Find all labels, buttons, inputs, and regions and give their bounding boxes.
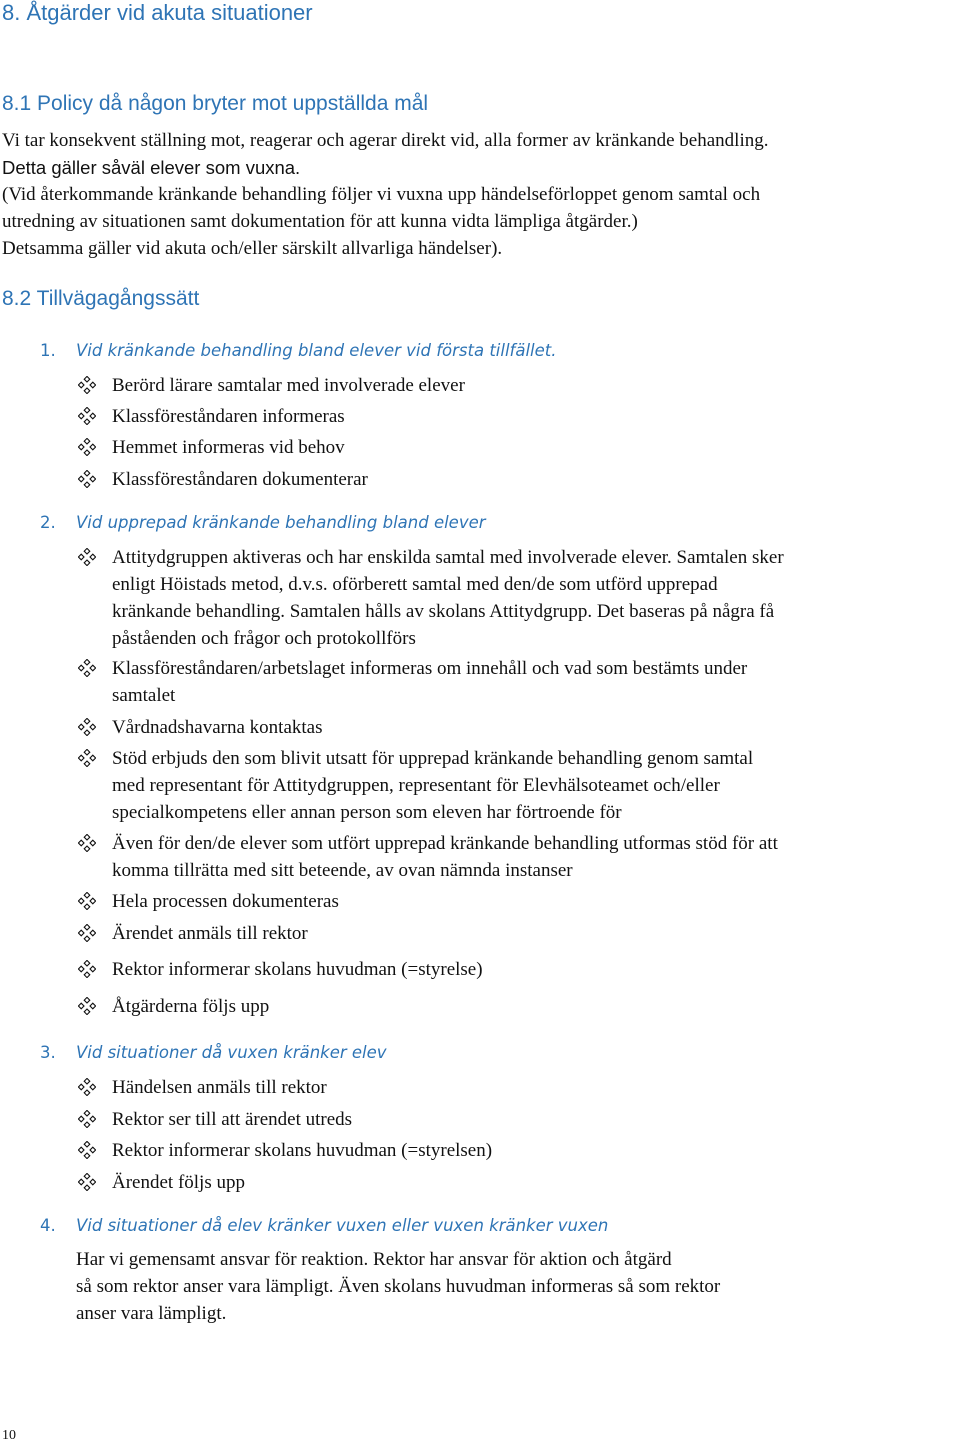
diamond-bullet-icon	[78, 659, 96, 677]
list-item-text	[112, 1169, 245, 1196]
list-item-line: kränkande behandling. Samtalen hålls av skolans Attitydgrupp. Det baseras på några få	[112, 601, 775, 622]
body-line: Detta gäller såväl elever som vuxna.	[2, 157, 301, 178]
step-number: 2.	[40, 513, 56, 532]
diamond-bullet-icon	[78, 834, 96, 852]
paragraph-line: Har vi gemensamt ansvar för reaktion. Rektor har ansvar för aktion och åtgärd	[76, 1249, 672, 1270]
diamond-bullet-icon	[78, 960, 96, 978]
list-item-text	[112, 1106, 352, 1133]
list-item-line: enligt Höistads metod, d.v.s. oförberett samtal med den/de som utförd upprepad	[112, 574, 718, 595]
list-item-line: Stöd erbjuds den som blivit utsatt för upprepad kränkande behandling genom samtal	[112, 748, 754, 769]
list-item-line: Berörd lärare samtalar med involverade elever	[112, 375, 465, 396]
diamond-bullet-icon	[78, 376, 96, 394]
step-number: 4.	[40, 1216, 56, 1235]
list-item-text	[112, 830, 778, 884]
list-item-text	[112, 403, 345, 430]
step-heading	[40, 1216, 608, 1235]
list-item-line: samtalet	[112, 685, 176, 706]
body-line: Vi tar konsekvent ställning mot, reagerar och agerar direkt vid, alla former av kränkande behandling.	[2, 130, 769, 151]
list-item-text	[112, 993, 269, 1020]
list-item-text	[112, 1137, 492, 1164]
diamond-bullet-icon	[78, 1078, 96, 1096]
page-number: 10	[2, 1428, 16, 1443]
list-item-line: Ärendet följs upp	[112, 1172, 245, 1193]
step-title: Vid situationer då vuxen kränker elev	[76, 1043, 387, 1062]
chapter-heading: 8. Åtgärder vid akuta situationer	[2, 0, 313, 25]
section-81-body	[2, 127, 769, 262]
step-number: 3.	[40, 1043, 56, 1062]
diamond-bullet-icon	[78, 548, 96, 566]
list-item-text	[112, 655, 747, 709]
list-item-text	[112, 372, 465, 399]
list-item-text	[112, 1074, 327, 1101]
diamond-bullet-icon	[78, 407, 96, 425]
list-item-line: Klassföreståndaren/arbetslaget informeras om innehåll och vad som bestämts under	[112, 658, 748, 679]
step-paragraph	[76, 1246, 720, 1327]
list-item-line: Rektor ser till att ärendet utreds	[112, 1109, 353, 1130]
diamond-bullet-icon	[78, 997, 96, 1015]
diamond-bullet-icon	[78, 470, 96, 488]
diamond-bullet-icon	[78, 1141, 96, 1159]
diamond-bullet-icon	[78, 924, 96, 942]
list-item-text	[112, 920, 308, 947]
diamond-bullet-icon	[78, 749, 96, 767]
body-line: (Vid återkommande kränkande behandling följer vi vuxna upp händelseförloppet genom samtal och	[2, 184, 761, 205]
list-item-line: komma tillrätta med sitt beteende, av ovan nämnda instanser	[112, 860, 573, 881]
list-item-text	[112, 466, 368, 493]
list-item-line: Även för den/de elever som utfört upprepad kränkande behandling utformas stöd för att	[112, 833, 778, 854]
step-title: Vid upprepad kränkande behandling bland elever	[76, 513, 486, 532]
step-number: 1.	[40, 341, 56, 360]
list-item-line: Händelsen anmäls till rektor	[112, 1077, 327, 1098]
body-line: utredning av situationen samt dokumentation för att kunna vidta lämpliga åtgärder.)	[2, 211, 638, 232]
list-item-line: Rektor informerar skolans huvudman (=styrelsen)	[112, 1140, 493, 1161]
step-heading	[40, 1043, 387, 1062]
list-item-line: Klassföreståndaren dokumenterar	[112, 469, 368, 490]
list-item-text	[112, 888, 339, 915]
diamond-bullet-icon	[78, 718, 96, 736]
list-item-text	[112, 956, 483, 983]
section-82-heading: 8.2 Tillvägagångssätt	[2, 287, 200, 310]
list-item-text	[112, 714, 323, 741]
list-item-line: påståenden och frågor och protokollförs	[112, 628, 416, 649]
list-item-text	[112, 745, 753, 826]
diamond-bullet-icon	[78, 892, 96, 910]
list-item-line: Vårdnadshavarna kontaktas	[112, 717, 323, 738]
section-81-heading: 8.1 Policy då någon bryter mot uppställda mål	[2, 92, 429, 115]
list-item-line: Klassföreståndaren informeras	[112, 406, 345, 427]
list-item-line: Hemmet informeras vid behov	[112, 437, 345, 458]
list-item-line: med representant för Attitydgruppen, representant för Elevhälsoteamet och/eller	[112, 775, 720, 796]
paragraph-line: så som rektor anser vara lämpligt. Även skolans huvudman informeras så som rektor	[76, 1276, 721, 1297]
step-heading	[40, 513, 486, 532]
list-item-line: Attitydgruppen aktiveras och har enskilda samtal med involverade elever. Samtalen sker	[112, 547, 784, 568]
list-item-line: Rektor informerar skolans huvudman (=styrelse)	[112, 959, 483, 980]
diamond-bullet-icon	[78, 438, 96, 456]
list-item-text	[112, 544, 784, 652]
step-heading	[40, 341, 557, 360]
body-line: Detsamma gäller vid akuta och/eller särskilt allvarliga händelser).	[2, 238, 503, 259]
list-item-line: Hela processen dokumenteras	[112, 891, 339, 912]
step-title: Vid situationer då elev kränker vuxen eller vuxen kränker vuxen	[76, 1216, 609, 1235]
list-item-line: specialkompetens eller annan person som eleven har förtroende för	[112, 802, 622, 823]
list-item-line: Ärendet anmäls till rektor	[112, 923, 308, 944]
list-item-line: Åtgärderna följs upp	[112, 996, 270, 1017]
list-item-text	[112, 434, 345, 461]
diamond-bullet-icon	[78, 1173, 96, 1191]
diamond-bullet-icon	[78, 1110, 96, 1128]
paragraph-line: anser vara lämpligt.	[76, 1303, 227, 1324]
step-title: Vid kränkande behandling bland elever vid första tillfället.	[76, 341, 557, 360]
